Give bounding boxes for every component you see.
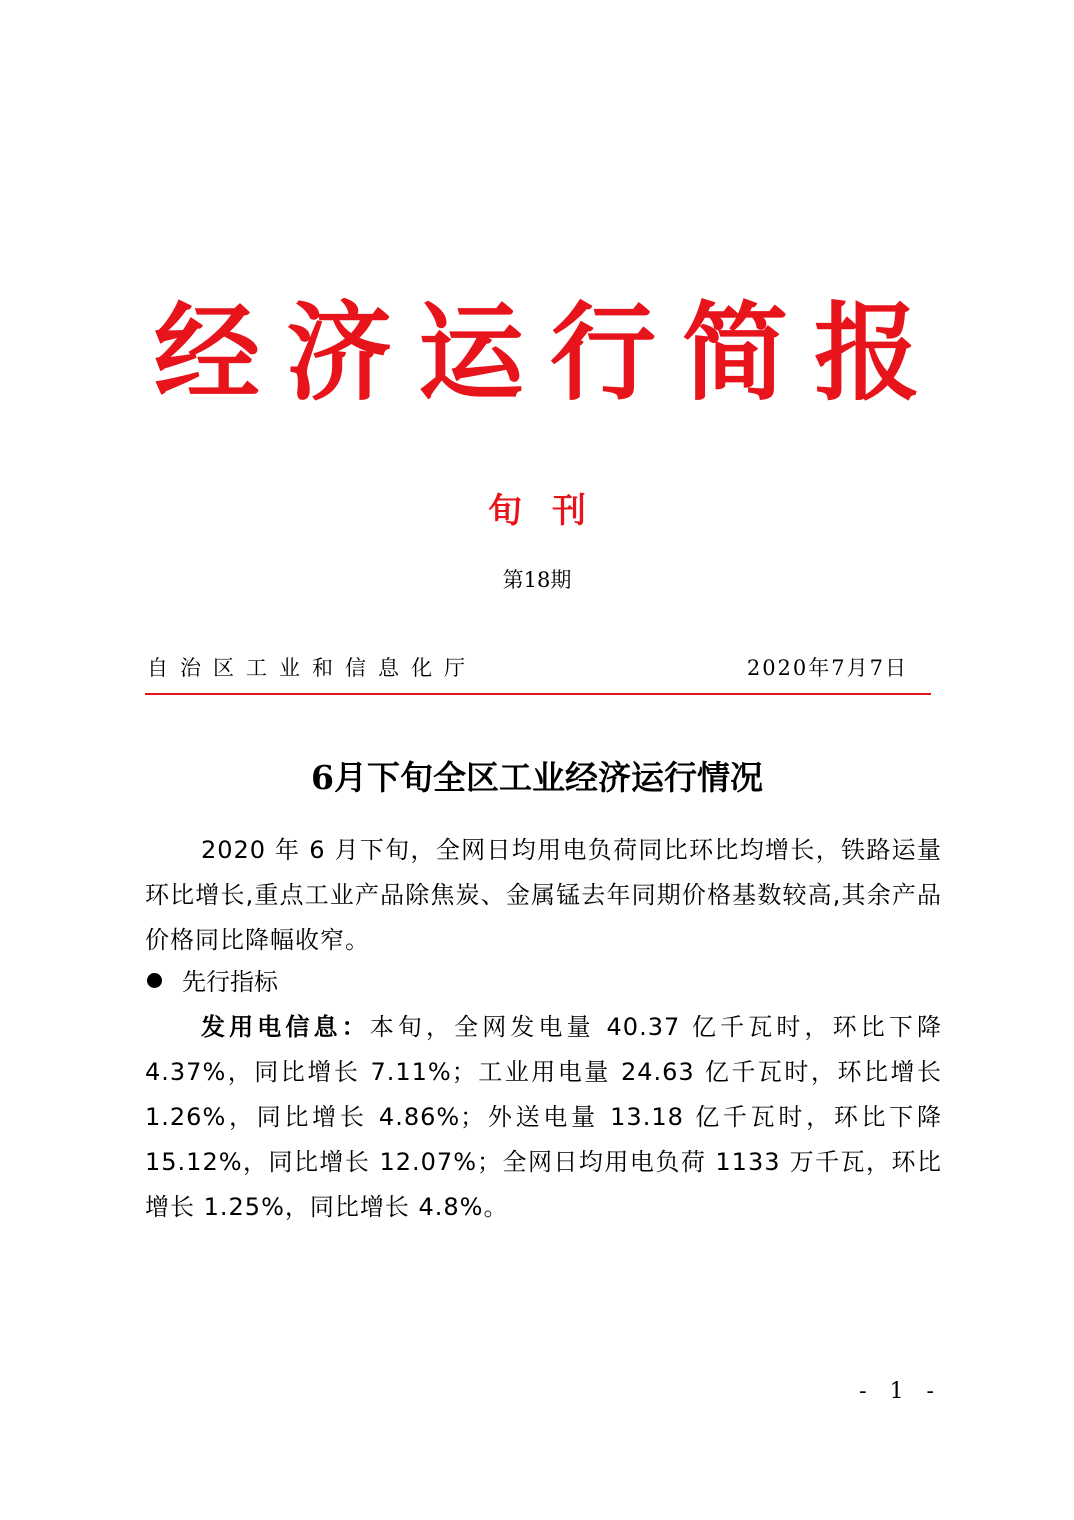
bullet-icon [147,973,162,988]
section-heading [145,962,278,1002]
paragraph-lead: 发用电信息： [201,1013,370,1041]
issuing-organization: 自治区工业和信息化厅 [147,656,477,680]
page-number: - 1 - [859,1379,942,1404]
section-heading-label: 先行指标 [182,968,278,996]
red-divider-rule [145,693,931,695]
article-title: 6月下旬全区工业经济运行情况 [311,758,763,797]
issue-number: 第18期 [502,568,572,592]
intro-paragraph: 2020 年 6 月下旬，全网日均用电负荷同比环比均增长，铁路运量环比增长,重点工业产品除焦炭、金属锰去年同期价格基数较高,其余产品价格同比降幅收窄。 [145,836,942,954]
masthead-subtitle: 旬刊 [488,491,616,531]
power-info-paragraph [145,1005,942,1230]
issue-date: 2020年7月7日 [746,656,908,680]
masthead-title: 经济运行简报 [154,290,946,415]
paragraph-text: 本旬，全网发电量 40.37 亿千瓦时，环比下降 4.37%，同比增长 7.11%；工业用电量 24.63 亿千瓦时，环比增长 1.26%，同比增长 4.86%；外送电量 13.18 亿千瓦时，环比下降 15.12%，同比增长 12.07%；全网日均用电负荷 1133 万千瓦，环比增长 1.25%，同比增长 4.8%。 [145,1013,943,1221]
